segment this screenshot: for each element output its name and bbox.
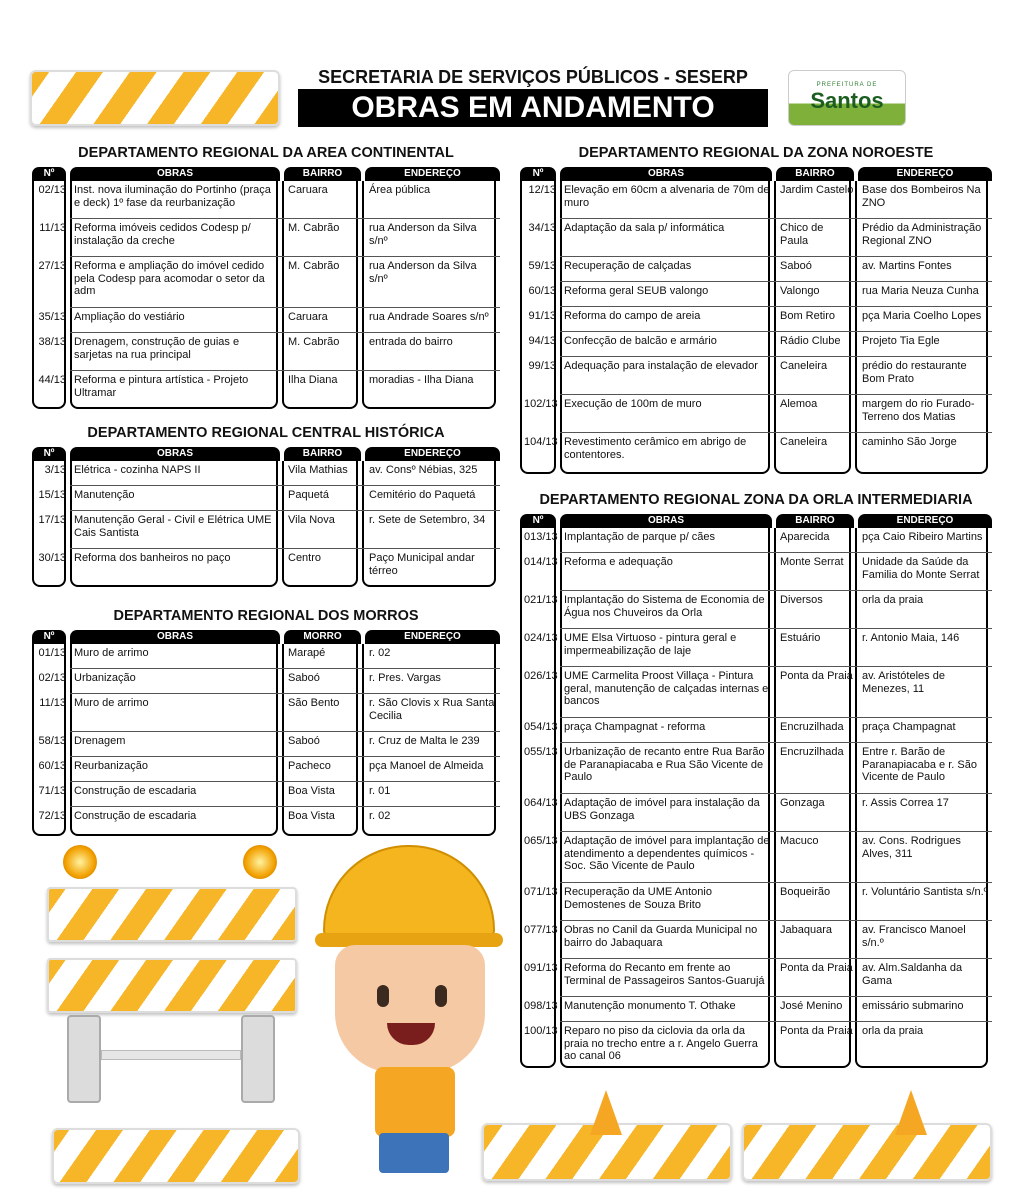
barrier-banner-bottom-right [742,1123,992,1181]
row-district: Pacheco [284,757,365,782]
warning-light-icon [63,845,97,879]
row-work: UME Elsa Virtuoso - pintura geral e impermeabilização de laje [560,629,776,667]
row-work: Elevação em 60cm a alvenaria de 70m de muro [560,181,776,219]
table-row [520,667,992,718]
row-district: Estuário [776,629,858,667]
row-address: Paço Municipal andar térreo [369,552,475,577]
row-address: av. Cons. Rodrigues Alves, 311 [858,832,992,883]
worker-eye [377,985,389,1007]
row-address: orla da praia [862,1025,924,1037]
table-row [32,219,500,257]
row-district: Saboó [284,669,365,694]
row-number: 054/13 [524,721,558,733]
row-work: Reforma do Recanto em frente ao Terminal de Passageiros Santos-Guarujá [560,959,776,997]
row-address: praça Champagnat [858,718,992,743]
row-district: Ponta da Praia [776,667,858,718]
table-row [32,181,500,219]
table-row [32,807,500,832]
row-work: Execução de 100m de muro [560,395,776,433]
row-number: 12/13 [528,184,556,196]
row-work: Confecção de balcão e armário [560,332,776,357]
row-district: Gonzaga [776,794,858,832]
row-number: 102/13 [524,398,558,410]
row-address: r. Assis Correa 17 [858,794,992,832]
table-noroeste [520,145,992,474]
row-work: Implantação do Sistema de Economia de Água nos Chuveiros da Orla [560,591,776,629]
column-header: BAIRRO [284,167,361,181]
table-header [32,630,500,644]
table-row [32,549,500,583]
row-work: Recuperação da UME Antonio Demostenes de Souza Brito [560,883,776,921]
row-address: caminho São Jorge [862,436,957,448]
column-header: OBRAS [560,167,772,181]
column-header: OBRAS [70,447,280,461]
column-header: Nº [520,167,556,181]
table-row [32,511,500,549]
table-header [520,167,992,181]
row-number: 17/13 [38,514,66,526]
table-orla [520,492,992,1068]
column-header: ENDEREÇO [858,514,992,528]
column-header: Nº [520,514,556,528]
table-body [32,181,500,409]
row-number: 091/13 [524,962,558,974]
row-address: av. Alm.Saldanha da Gama [858,959,992,997]
row-number: 58/13 [38,735,66,747]
row-district: Rádio Clube [776,332,858,357]
row-address: r. Sete de Setembro, 34 [365,511,500,549]
table-row [520,629,992,667]
barrier-rail-middle [47,958,297,1013]
row-address: Cemitério do Paquetá [365,486,500,511]
row-work: Reforma dos banheiros no paço [74,552,231,564]
section-title: DEPARTAMENTO REGIONAL DA AREA CONTINENTAL [78,145,454,161]
table-row [520,332,992,357]
row-address: Projeto Tia Egle [858,332,992,357]
column-header: ENDEREÇO [365,630,500,644]
row-number: 104/13 [524,436,558,448]
row-work: Reforma e pintura artística - Projeto Ultramar [74,374,249,399]
row-number: 27/13 [38,260,66,272]
table-rows [32,461,500,583]
row-district: José Menino [776,997,858,1022]
row-district: Boa Vista [284,782,365,807]
table-row [520,307,992,332]
row-work: Construção de escadaria [74,810,197,822]
row-district: Valongo [776,282,858,307]
row-district: M. Cabrão [284,333,365,371]
row-address: orla da praia [858,591,992,629]
row-number: 065/13 [524,835,558,847]
table-row [520,743,992,794]
barrier-rail-top [47,887,297,942]
row-district: Chico de Paula [776,219,858,257]
row-address: entrada do bairro [365,333,500,371]
row-number: 071/13 [524,886,558,898]
row-address: Base dos Bombeiros Na ZNO [858,181,992,219]
table-row [520,282,992,307]
row-work: Reforma e adequação [560,553,776,591]
row-district: Ponta da Praia [776,959,858,997]
row-district: Paquetá [284,486,365,511]
row-district: Vila Mathias [284,461,365,486]
table-row [32,308,500,333]
row-work: Adaptação de imóvel para instalação da UBS Gonzaga [560,794,776,832]
table-rows [520,528,992,1064]
row-address: av. Francisco Manoel s/n.º [858,921,992,959]
row-work: Obras no Canil da Guarda Municipal no bairro do Jabaquara [560,921,776,959]
row-address: r. São Clovis x Rua Santa Cecilia [365,694,500,732]
row-district: Saboó [776,257,858,282]
table-row [32,669,500,694]
table-body [32,644,500,836]
column-header: Nº [32,630,66,644]
table-row [32,782,500,807]
row-number: 055/13 [524,746,558,758]
row-number: 94/13 [528,335,556,347]
row-address: r. 01 [365,782,500,807]
row-work: Muro de arrimo [70,644,284,669]
table-central [32,425,500,587]
row-number: 38/13 [38,336,66,348]
worker-face [335,945,485,1073]
traffic-cone-icon [590,1090,622,1135]
row-address: av. Martins Fontes [858,257,992,282]
row-work: Recuperação de calçadas [560,257,776,282]
table-body [520,528,992,1068]
table-row [32,461,500,486]
row-district: Ponta da Praia [780,1025,853,1037]
column-header: OBRAS [560,514,772,528]
traffic-cone-icon [895,1090,927,1135]
row-district: Ilha Diana [288,374,338,386]
row-work: Urbanização [70,669,284,694]
row-address: r. Voluntário Santista s/n.º [858,883,992,921]
table-row [520,395,992,433]
table-continental [32,145,500,409]
table-header [32,447,500,461]
row-work: Manutenção Geral - Civil e Elétrica UME Cais Santista [70,511,284,549]
table-row [520,997,992,1022]
table-row [32,371,500,405]
table-row [32,257,500,308]
table-row [32,486,500,511]
table-row [520,718,992,743]
row-address: rua Anderson da Silva s/nº [365,257,500,308]
column-header: ENDEREÇO [365,167,500,181]
row-address: margem do rio Furado- Terreno dos Matias [858,395,992,433]
row-address: r. Antonio Maia, 146 [858,629,992,667]
table-row [520,591,992,629]
row-address: r. 02 [369,810,391,822]
row-district: Marapé [284,644,365,669]
row-number: 01/13 [38,647,66,659]
table-row [520,528,992,553]
row-number: 59/13 [528,260,556,272]
row-address: Área pública [365,181,500,219]
table-row [520,794,992,832]
row-work: Inst. nova iluminação do Portinho (praça e deck) 1º fase da reurbanização [70,181,284,219]
row-number: 91/13 [528,310,556,322]
barrier-banner-left [30,70,280,126]
logo-small-text: PREFEITURA DE [816,82,878,88]
row-number: 34/13 [528,222,556,234]
column-header: BAIRRO [776,167,854,181]
row-number: 3/13 [44,464,66,476]
row-district: Caruara [284,181,365,219]
row-number: 60/13 [38,760,66,772]
column-header: Nº [32,447,66,461]
row-address: pça Manoel de Almeida [365,757,500,782]
row-district: Jabaquara [776,921,858,959]
table-row [32,757,500,782]
row-work: Elétrica - cozinha NAPS II [70,461,284,486]
row-address: pça Caio Ribeiro Martins [858,528,992,553]
row-district: Caneleira [776,357,858,395]
table-row [520,1022,992,1064]
table-row [520,553,992,591]
row-number: 71/13 [38,785,66,797]
row-number: 99/13 [528,360,556,372]
row-address: r. Cruz de Malta le 239 [365,732,500,757]
row-address: moradias - Ilha Diana [369,374,474,386]
row-district: Aparecida [776,528,858,553]
table-row [32,732,500,757]
table-row [520,257,992,282]
row-work: Manutenção monumento T. Othake [560,997,776,1022]
row-district: Centro [288,552,322,564]
warning-light-icon [243,845,277,879]
row-number: 013/13 [524,531,558,543]
hard-hat-icon [323,845,495,940]
column-header: OBRAS [70,167,280,181]
row-district: Encruzilhada [776,718,858,743]
row-work: UME Carmelita Proost Villaça - Pintura geral, manutenção de calçadas internas e bancos [560,667,776,718]
row-address: Entre r. Barão de Paranapiacaba e r. São Vicente de Paulo [858,743,992,794]
row-address: emissário submarino [858,997,992,1022]
row-work: Drenagem [70,732,284,757]
section-title: DEPARTAMENTO REGIONAL CENTRAL HISTÓRICA [87,425,445,441]
row-address: rua Andrade Soares s/nº [365,308,500,333]
row-district: Vila Nova [284,511,365,549]
row-district: São Bento [284,694,365,732]
row-district: Encruzilhada [776,743,858,794]
row-district: Monte Serrat [776,553,858,591]
row-address: r. 02 [365,644,500,669]
row-work: Reforma imóveis cedidos Codesp p/ instalação da creche [70,219,284,257]
column-header: BAIRRO [284,447,361,461]
row-address: pça Maria Coelho Lopes [858,307,992,332]
row-work: Adequação para instalação de elevador [560,357,776,395]
santos-logo [788,70,906,126]
table-rows [520,181,992,470]
table-body [520,181,992,474]
row-number: 064/13 [524,797,558,809]
row-work: praça Champagnat - reforma [560,718,776,743]
row-number: 098/13 [524,1000,558,1012]
table-row [520,921,992,959]
logo-name: Santos [810,88,884,113]
row-work: Manutenção [70,486,284,511]
column-header: OBRAS [70,630,280,644]
row-number: 44/13 [38,374,66,386]
column-header: MORRO [284,630,361,644]
table-row [520,832,992,883]
row-address: Prédio da Administração Regional ZNO [858,219,992,257]
page-subtitle: SECRETARIA DE SERVIÇOS PÚBLICOS - SESERP [318,67,748,87]
barrier-leg-left [67,1015,101,1103]
row-work: Implantação de parque p/ cães [560,528,776,553]
row-address: rua Maria Neuza Cunha [858,282,992,307]
row-number: 30/13 [38,552,66,564]
row-work: Reforma do campo de areia [560,307,776,332]
section-title: DEPARTAMENTO REGIONAL DA ZONA NOROESTE [578,145,934,161]
row-number: 15/13 [38,489,66,501]
row-address: av. Aristóteles de Menezes, 11 [858,667,992,718]
row-work: Ampliação do vestiário [70,308,284,333]
row-number: 11/13 [39,222,66,234]
row-work: Adaptação de imóvel para implantação de atendimento a dependentes químicos - Soc. São Vicente de Paulo [560,832,776,883]
row-work: Drenagem, construção de guias e sarjetas na rua principal [70,333,284,371]
table-row [520,219,992,257]
row-district: Caruara [284,308,365,333]
table-row [520,433,992,470]
table-header [520,514,992,528]
row-work: Urbanização de recanto entre Rua Barão de Paranapiacaba e Rua São Vicente de Paulo [560,743,776,794]
row-work: Adaptação da sala p/ informática [560,219,776,257]
row-district: Boqueirão [776,883,858,921]
table-row [520,959,992,997]
section-title: DEPARTAMENTO REGIONAL DOS MORROS [113,608,419,624]
row-number: 077/13 [524,924,558,936]
row-number: 100/13 [524,1025,558,1037]
row-number: 02/13 [38,184,66,196]
row-number: 014/13 [524,556,558,568]
row-work: Construção de escadaria [70,782,284,807]
row-work: Revestimento cerâmico em abrigo de contentores. [564,436,747,461]
row-district: M. Cabrão [284,219,365,257]
row-work: Reparo no piso da ciclovia da orla da praia no trecho entre a r. Angelo Guerra ao canal 06 [564,1025,758,1062]
row-address: Unidade da Saúde da Familia do Monte Serrat [858,553,992,591]
column-header: BAIRRO [776,514,854,528]
barrier-banner-bottom-left [52,1128,300,1184]
row-district: Alemoa [776,395,858,433]
row-district: Saboó [284,732,365,757]
row-number: 024/13 [524,632,558,644]
page-title: OBRAS EM ANDAMENTO [298,89,768,127]
row-number: 72/13 [38,810,66,822]
barrier-leg-right [241,1015,275,1103]
barrier-illustration [45,845,300,1110]
row-work: Reurbanização [70,757,284,782]
table-row [520,883,992,921]
row-number: 026/13 [524,670,558,682]
row-address: r. Pres. Vargas [365,669,500,694]
section-title: DEPARTAMENTO REGIONAL ZONA DA ORLA INTERMEDIARIA [539,492,973,508]
table-row [32,644,500,669]
table-header [32,167,500,181]
row-number: 60/13 [528,285,556,297]
column-header: ENDEREÇO [858,167,992,181]
row-district: M. Cabrão [284,257,365,308]
row-address: prédio do restaurante Bom Prato [858,357,992,395]
row-district: Diversos [776,591,858,629]
row-district: Jardim Castelo [776,181,858,219]
row-address: av. Consº Nébias, 325 [365,461,500,486]
table-row [520,357,992,395]
column-header: Nº [32,167,66,181]
worker-legs [379,1133,449,1173]
row-district: Caneleira [780,436,828,448]
table-rows [32,644,500,832]
column-header: ENDEREÇO [365,447,500,461]
table-row [32,694,500,732]
worker-eye [435,985,447,1007]
row-district: Macuco [776,832,858,883]
row-work: Reforma geral SEUB valongo [560,282,776,307]
worker-vest [375,1067,455,1137]
row-work: Muro de arrimo [70,694,284,732]
row-address: rua Anderson da Silva s/nº [365,219,500,257]
row-number: 021/13 [524,594,558,606]
table-row [32,333,500,371]
row-work: Reforma e ampliação do imóvel cedido pela Codesp para acomodar o setor da adm [70,257,284,308]
row-district: Bom Retiro [776,307,858,332]
row-number: 02/13 [38,672,66,684]
row-district: Boa Vista [288,810,335,822]
row-number: 11/13 [39,697,66,709]
table-rows [32,181,500,405]
table-body [32,461,500,587]
table-row [520,181,992,219]
row-number: 35/13 [38,311,66,323]
barrier-crossbar [101,1050,241,1060]
table-morros [32,608,500,836]
